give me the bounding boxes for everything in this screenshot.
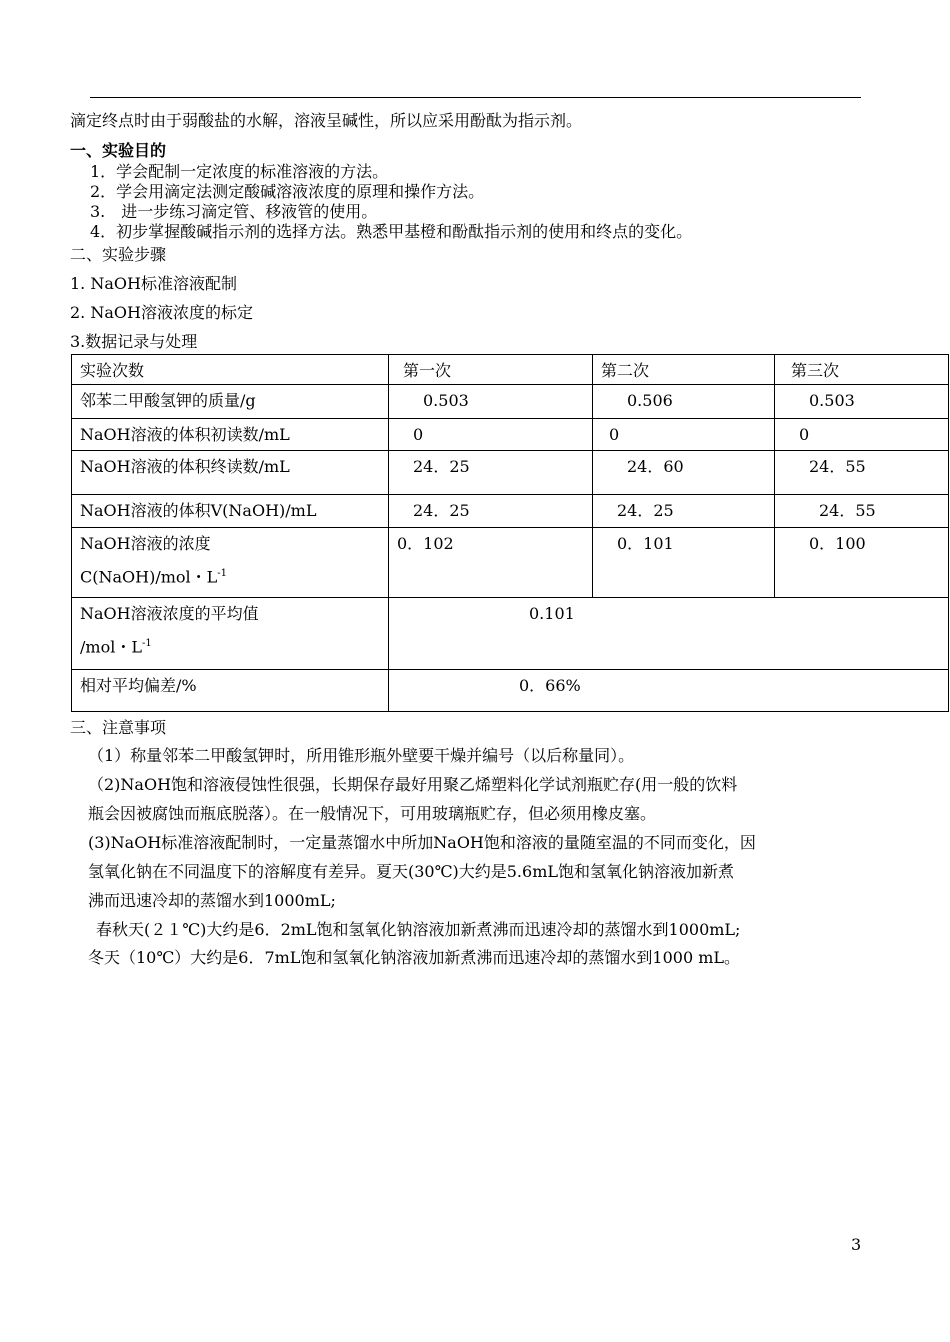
unit-text: /mol・L xyxy=(80,637,142,657)
note-line: （1）称量邻苯二甲酸氢钾时，所用锥形瓶外壁要干燥并编号（以后称量同）。 xyxy=(88,746,635,765)
table-cell: 0．102 xyxy=(389,528,593,598)
deviation-value: 0．66% xyxy=(389,670,949,712)
table-row xyxy=(72,670,949,712)
table-cell: 24．25 xyxy=(389,451,593,495)
row-label-line: NaOH溶液的浓度 xyxy=(80,534,211,553)
table-header-cell: 第三次 xyxy=(775,355,949,385)
table-cell: 0.503 xyxy=(389,385,593,419)
table-row xyxy=(72,528,949,598)
unit-text: C(NaOH)/mol・L xyxy=(80,567,218,587)
step-item: 3.数据记录与处理 xyxy=(70,332,198,351)
table-cell: 24．25 xyxy=(593,495,775,528)
section1-title: 一、实验目的 xyxy=(70,141,167,160)
header-rule xyxy=(90,97,861,98)
step-item: 1. NaOH标准溶液配制 xyxy=(70,274,237,293)
section2-title: 二、实验步骤 xyxy=(70,245,167,264)
average-value: 0.101 xyxy=(389,598,949,670)
table-cell: 24．60 xyxy=(593,451,775,495)
objective-item: 1．学会配制一定浓度的标准溶液的方法。 xyxy=(90,162,389,181)
table-header-cell: 第二次 xyxy=(593,355,775,385)
row-label: NaOH溶液的体积终读数/mL xyxy=(72,451,389,495)
data-table xyxy=(71,354,949,712)
table-cell: 24．55 xyxy=(775,451,949,495)
table-cell: 0 xyxy=(389,419,593,451)
table-header-cell: 第一次 xyxy=(389,355,593,385)
row-label-line xyxy=(80,633,380,658)
table-header-row xyxy=(72,355,949,385)
table-row xyxy=(72,451,949,495)
note-line: 沸而迅速冷却的蒸馏水到1000mL; xyxy=(88,891,336,910)
table-cell: 0.503 xyxy=(775,385,949,419)
unit-exponent: -1 xyxy=(217,568,228,579)
table-cell: 24．25 xyxy=(389,495,593,528)
row-label: 相对平均偏差/% xyxy=(72,670,389,712)
row-label-line xyxy=(80,563,380,588)
row-label xyxy=(72,598,389,670)
table-row xyxy=(72,598,949,670)
note-line: （2)NaOH饱和溶液侵蚀性很强，长期保存最好用聚乙烯塑料化学试剂瓶贮存(用一般的饮料 xyxy=(88,775,738,794)
table-header-cell: 实验次数 xyxy=(72,355,389,385)
objective-item: 3. 进一步练习滴定管、移液管的使用。 xyxy=(90,202,378,221)
note-line: 春秋天(２１℃)大约是6．2mL饱和氢氧化钠溶液加新煮沸而迅速冷却的蒸馏水到1000mL; xyxy=(96,920,741,939)
note-line: 氢氧化钠在不同温度下的溶解度有差异。夏天(30℃)大约是5.6mL饱和氢氧化钠溶液加新煮 xyxy=(88,862,734,881)
row-label xyxy=(72,528,389,598)
table-cell: 0.506 xyxy=(593,385,775,419)
objective-item: 4．初步掌握酸碱指示剂的选择方法。熟悉甲基橙和酚酞指示剂的使用和终点的变化。 xyxy=(90,222,693,241)
table-cell: 0 xyxy=(775,419,949,451)
table-row xyxy=(72,419,949,451)
table-cell: 0．100 xyxy=(775,528,949,598)
table-cell: 0 xyxy=(593,419,775,451)
note-line: 冬天（10℃）大约是6．7mL饱和氢氧化钠溶液加新煮沸而迅速冷却的蒸馏水到1000 mL。 xyxy=(88,948,741,967)
objective-item: 2．学会用滴定法测定酸碱溶液浓度的原理和操作方法。 xyxy=(90,182,485,201)
unit-exponent: -1 xyxy=(141,638,152,649)
row-label-line: NaOH溶液浓度的平均值 xyxy=(80,604,259,623)
table-row xyxy=(72,385,949,419)
section3-title: 三、注意事项 xyxy=(70,718,167,737)
row-label: NaOH溶液的体积V(NaOH)/mL xyxy=(72,495,389,528)
row-label: NaOH溶液的体积初读数/mL xyxy=(72,419,389,451)
note-line: (3)NaOH标准溶液配制时，一定量蒸馏水中所加NaOH饱和溶液的量随室温的不同而变化，因 xyxy=(88,833,756,852)
table-cell: 0．101 xyxy=(593,528,775,598)
table-cell: 24．55 xyxy=(775,495,949,528)
table-row xyxy=(72,495,949,528)
step-item: 2. NaOH溶液浓度的标定 xyxy=(70,303,253,322)
note-line: 瓶会因被腐蚀而瓶底脱落）。在一般情况下，可用玻璃瓶贮存，但必须用橡皮塞。 xyxy=(88,804,657,823)
intro-text: 滴定终点时由于弱酸盐的水解，溶液呈碱性，所以应采用酚酞为指示剂。 xyxy=(70,111,583,130)
page-number: 3 xyxy=(851,1235,862,1254)
row-label: 邻苯二甲酸氢钾的质量/g xyxy=(72,385,389,419)
